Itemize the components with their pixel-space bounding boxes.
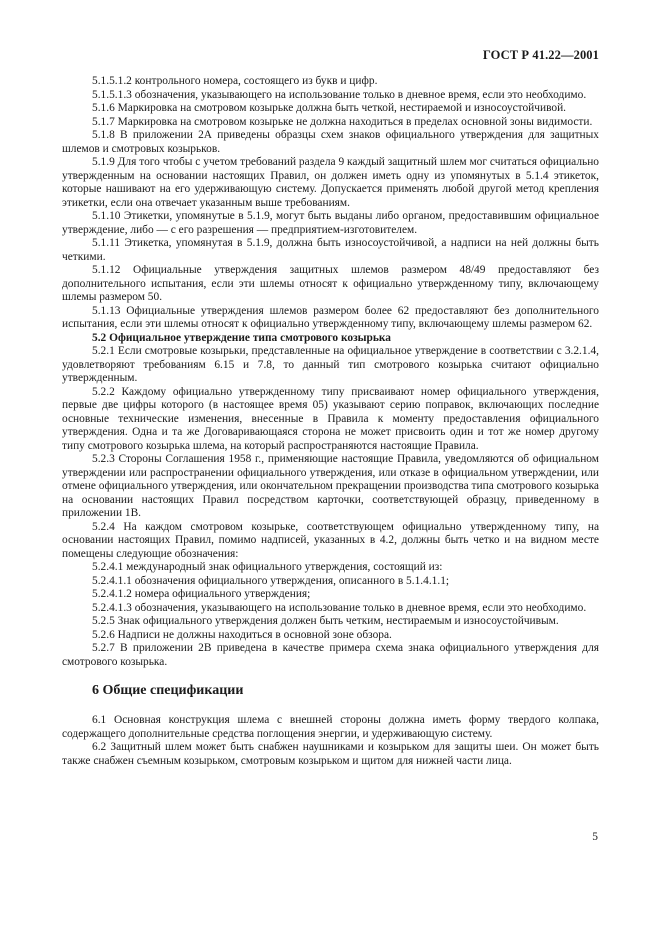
paragraph-5-1-6: 5.1.6 Маркировка на смотровом козырьке должна быть четкой, нестираемой и износоустойчивой. bbox=[92, 102, 567, 114]
paragraph-5-2-4-1: 5.2.4.1 международный знак официального утверждения, состоящий из: bbox=[92, 561, 443, 573]
paragraph-5-2-2: 5.2.2 Каждому официально утвержденному типу присваивают номер официального утверждения, первые две цифры которого (в настоящее время 05) указывают серию поправок, включающих последние основные технические изменения, внесенные в Правила к моменту предоставления официального утверждения. Одна и та же Договаривающаяся сторона не может присвоить один и тот же номер другому типу смотрового козырька шлема, на который распространяются настоящие Правила. bbox=[62, 385, 599, 452]
paragraph-5-1-11: 5.1.11 Этикетка, упомянутая в 5.1.9, должна быть износоустойчивой, а надписи на ней должны быть четкими. bbox=[62, 237, 599, 263]
paragraph-5-1-8: 5.1.8 В приложении 2А приведены образцы схем знаков официального утверждения для защитных шлемов и смотровых козырьков. bbox=[62, 129, 599, 155]
paragraph-5-2-4-1-1: 5.2.4.1.1 обозначения официального утверждения, описанного в 5.1.4.1.1; bbox=[92, 574, 450, 587]
page-header: ГОСТ Р 41.22—2001 bbox=[482, 48, 599, 62]
paragraph-5-2-5: 5.2.5 Знак официального утверждения должен быть четким, нестираемым и износоустойчивым. bbox=[92, 615, 559, 627]
page-number: 5 bbox=[592, 831, 598, 843]
paragraph-5-1-12: 5.1.12 Официальные утверждения защитных шлемов размером 48/49 предоставляют без дополнительного испытания, если эти шлемы относят к официально утвержденному типу, включающему шлемы размером 50. bbox=[62, 264, 599, 303]
paragraph-5-1-13: 5.1.13 Официальные утверждения шлемов размером более 62 предоставляют без дополнительного испытания, если эти шлемы относят к официально утвержденному типу, включающему шлемы размером 62. bbox=[62, 304, 599, 330]
paragraph-5-2-1: 5.2.1 Если смотровые козырьки, представленные на официальное утверждение в соответствии с 3.2.1.4, удовлетворяют требованиям 6.15 и 7.8, то данный тип смотрового козырька считают официально утвержденным. bbox=[62, 345, 599, 384]
subsection-heading-5-2: 5.2 Официальное утверждение типа смотрового козырька bbox=[92, 331, 392, 344]
paragraph-5-2-6: 5.2.6 Надписи не должны находиться в основной зоне обзора. bbox=[92, 628, 392, 641]
paragraph-6-1: 6.1 Основная конструкция шлема с внешней стороны должна иметь форму твердого колпака, содержащего дополнительные средства поглощения энергии, и удерживающую систему. bbox=[62, 714, 599, 740]
paragraph-6-2: 6.2 Защитный шлем может быть снабжен наушниками и козырьком для защиты шеи. Он может быть также снабжен съемным козырьком, смотровым козырьком и щитом для нижней части лица. bbox=[62, 741, 599, 767]
paragraph-5-2-7: 5.2.7 В приложении 2В приведена в качестве примера схема знака официального утверждения для смотрового козырька. bbox=[62, 642, 599, 668]
document-body bbox=[62, 75, 599, 768]
paragraph-5-2-4-1-3: 5.2.4.1.3 обозначения, указывающего на использование только в дневное время, если это необходимо. bbox=[92, 601, 587, 614]
section-heading-6: 6 Общие спецификации bbox=[92, 683, 244, 698]
paragraph-5-2-4: 5.2.4 На каждом смотровом козырьке, соответствующем официально утвержденному типу, на основании настоящих Правил, помимо надписей, указанных в 4.2, должны быть четко и на видном месте помещены следующие обозначения: bbox=[62, 520, 599, 560]
paragraph-5-1-9: 5.1.9 Для того чтобы с учетом требований раздела 9 каждый защитный шлем мог считаться официально утвержденным на основании настоящих Правил, он должен иметь одну из упомянутых в 5.1.4 этикеток, которые нашивают на его удерживающую систему. Допускается применять любой другой метод крепления этикетки, если она отвечает указанным выше требованиям. bbox=[62, 156, 599, 209]
paragraph-5-1-5-1-2: 5.1.5.1.2 контрольного номера, состоящего из букв и цифр. bbox=[92, 75, 378, 87]
paragraph-5-1-7: 5.1.7 Маркировка на смотровом козырьке не должна находиться в пределах основной зоны видимости. bbox=[92, 115, 593, 128]
paragraph-5-2-3: 5.2.3 Стороны Соглашения 1958 г., применяющие настоящие Правила, уведомляются об официальном утверждении или распространении официального утверждения, или отказе в официальном утверждении, или отмене официального утверждения, или окончательном прекращении производства типа смотрового козырька на основании настоящих Правил посредством карточки, соответствующей образцу, приведенному в приложении 1В. bbox=[62, 453, 599, 519]
paragraph-5-2-4-1-2: 5.2.4.1.2 номера официального утверждения; bbox=[92, 588, 311, 600]
paragraph-5-1-5-1-3: 5.1.5.1.3 обозначения, указывающего на использование только в дневное время, если это необходимо. bbox=[92, 88, 587, 101]
paragraph-5-1-10: 5.1.10 Этикетки, упомянутые в 5.1.9, могут быть выданы либо органом, предоставившим официальное утверждение, либо — с его разрешения — предприятием-изготовителем. bbox=[62, 210, 599, 236]
